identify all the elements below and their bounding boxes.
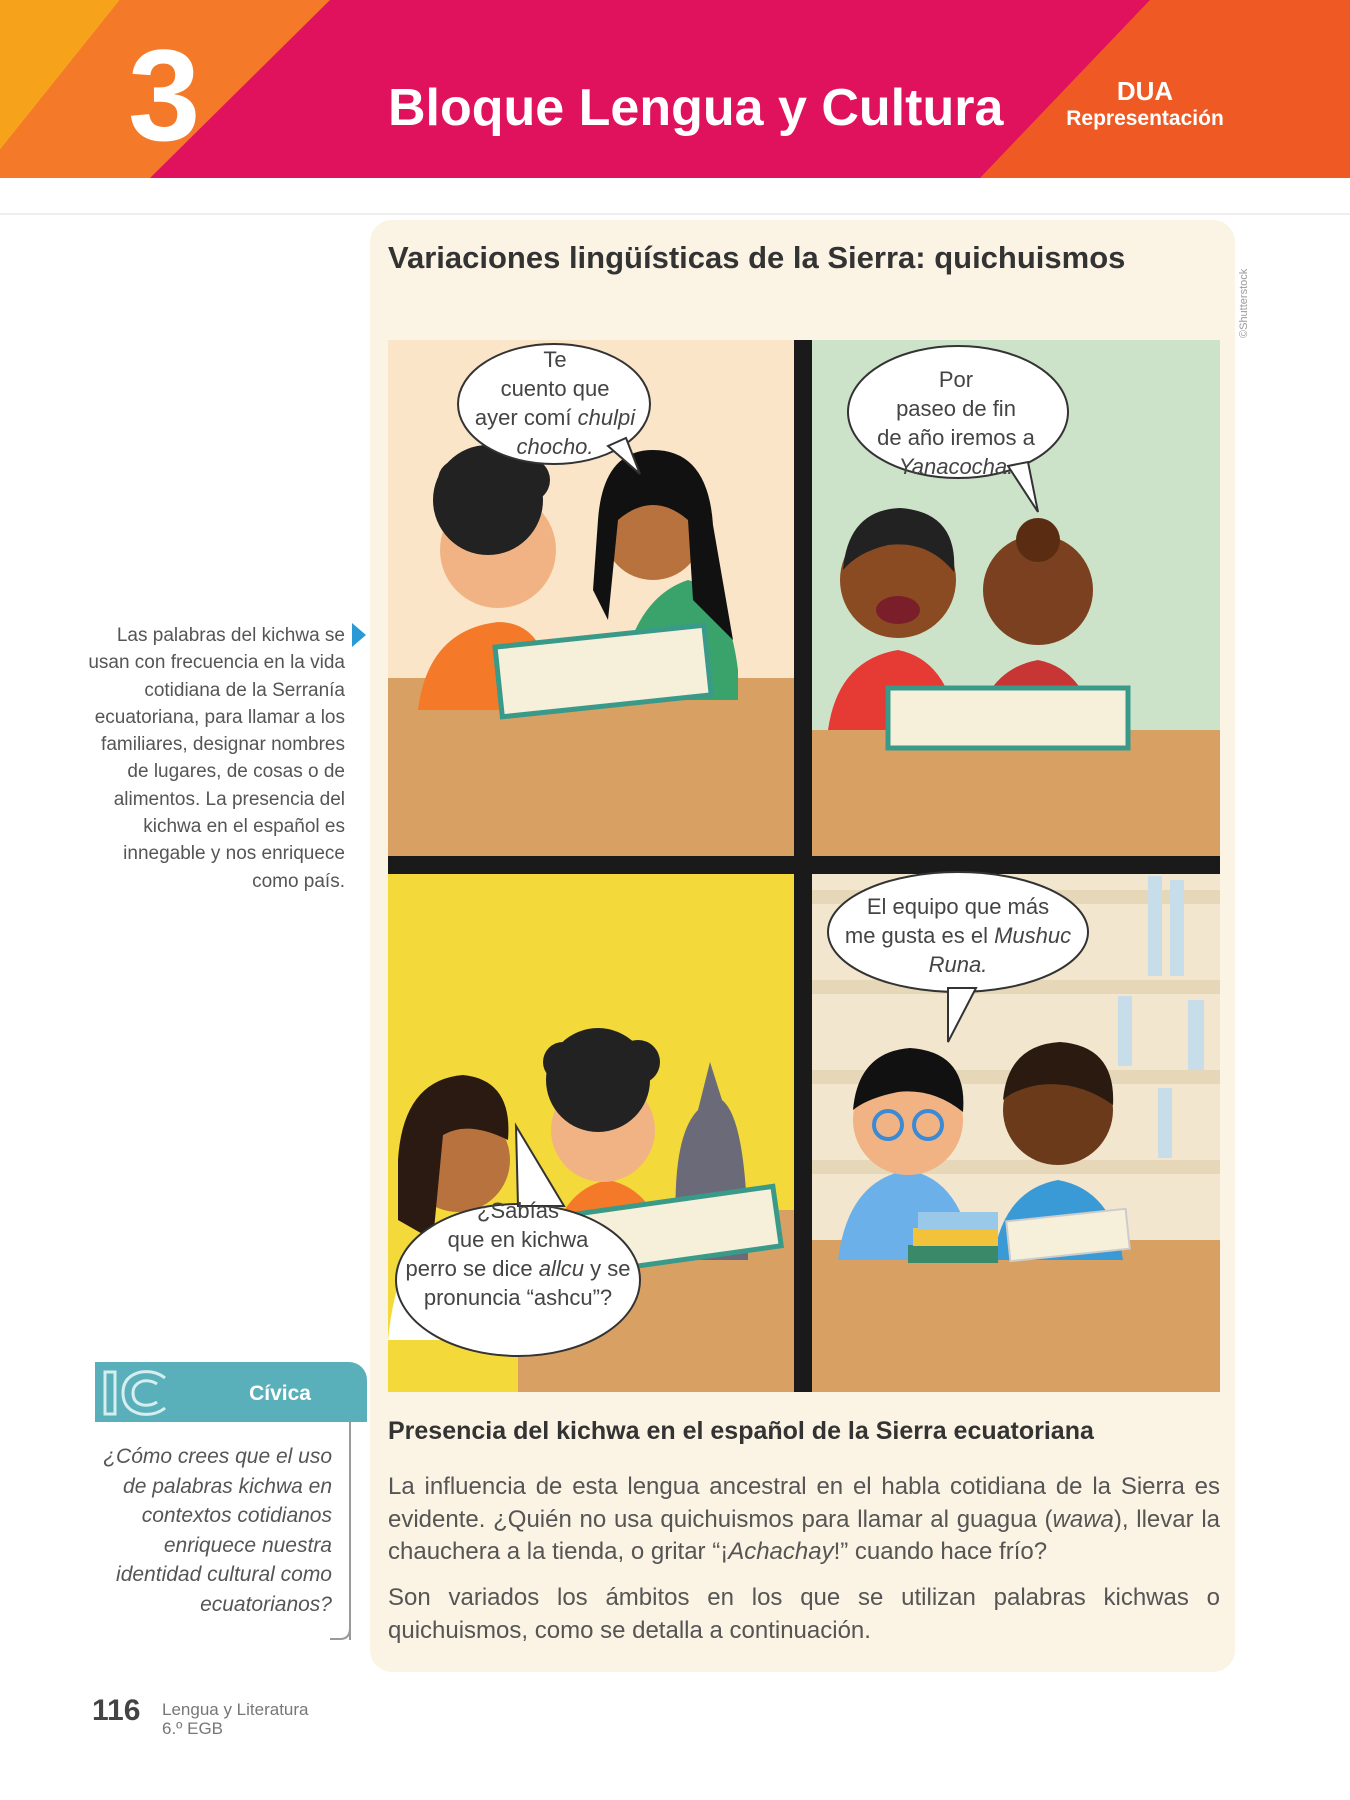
side-note: Las palabras del kichwa se usan con frecuencia en la vida cotidiana de la Serranía ecuatoriana, para llamar a los familiares, designar nombres de lugares, de cosas o de alimentos. La presencia del kichwa en el español es innegable y nos enriquece como país. (88, 625, 345, 892)
page-header (0, 0, 1350, 178)
image-credit: ©Shutterstock (1238, 268, 1250, 338)
block-title: Bloque Lengua y Cultura (388, 79, 1004, 137)
grade-label: 6.º EGB (162, 1719, 224, 1738)
subject-label: Lengua y Literatura (162, 1700, 309, 1719)
dua-badge (1050, 76, 1240, 132)
panel-3-speech: ¿Sabías que en kichwa perro se dice allcu y se pronuncia “ashcu”? (405, 1198, 631, 1310)
chapter-number: 3 (128, 22, 201, 168)
civica-logo-icon (95, 1362, 185, 1422)
civica-divider (349, 1422, 351, 1640)
paragraph-1: La influencia de esta lengua ancestral en el habla cotidiana de la Sierra es evidente. ¿Quién no usa quichuismos para llamar al guagua (wawa), llevar la chauchera a la tienda, o gritar “¡Achachay!” cuando hace frío? (388, 1473, 1221, 1565)
civica-title: Cívica (249, 1382, 311, 1405)
paragraph-2: Son variados los ámbitos en los que se utilizan palabras kichwas o quichuismos, como se detalla a continuación. (388, 1584, 1220, 1644)
civica-corner (330, 1618, 352, 1640)
side-note-arrow-icon (352, 623, 366, 647)
panel-2-speech: Por paseo de fin de año iremos a Yanacocha. (877, 367, 1035, 479)
civica-question: ¿Cómo crees que el uso de palabras kichwa en contextos cotidianos enriquece nuestra identidad cultural como ecuatorianos? (103, 1445, 332, 1616)
header-divider (0, 213, 1350, 215)
panel-4-speech: El equipo que más me gusta es el Mushuc Runa. (844, 894, 1072, 977)
comic-strip (388, 340, 1220, 1392)
page-number: 116 (92, 1694, 141, 1727)
card-title: Variaciones lingüísticas de la Sierra: quichuismos (388, 240, 1126, 275)
footer-subject (162, 1700, 309, 1738)
dua-label: DUA (1116, 76, 1174, 106)
section-title: Presencia del kichwa en el español de la Sierra ecuatoriana (388, 1417, 1094, 1445)
panel-1-speech: Te cuento que ayer comí chulpi chocho. (474, 347, 636, 459)
dua-representation-label: Representación (1066, 107, 1224, 130)
